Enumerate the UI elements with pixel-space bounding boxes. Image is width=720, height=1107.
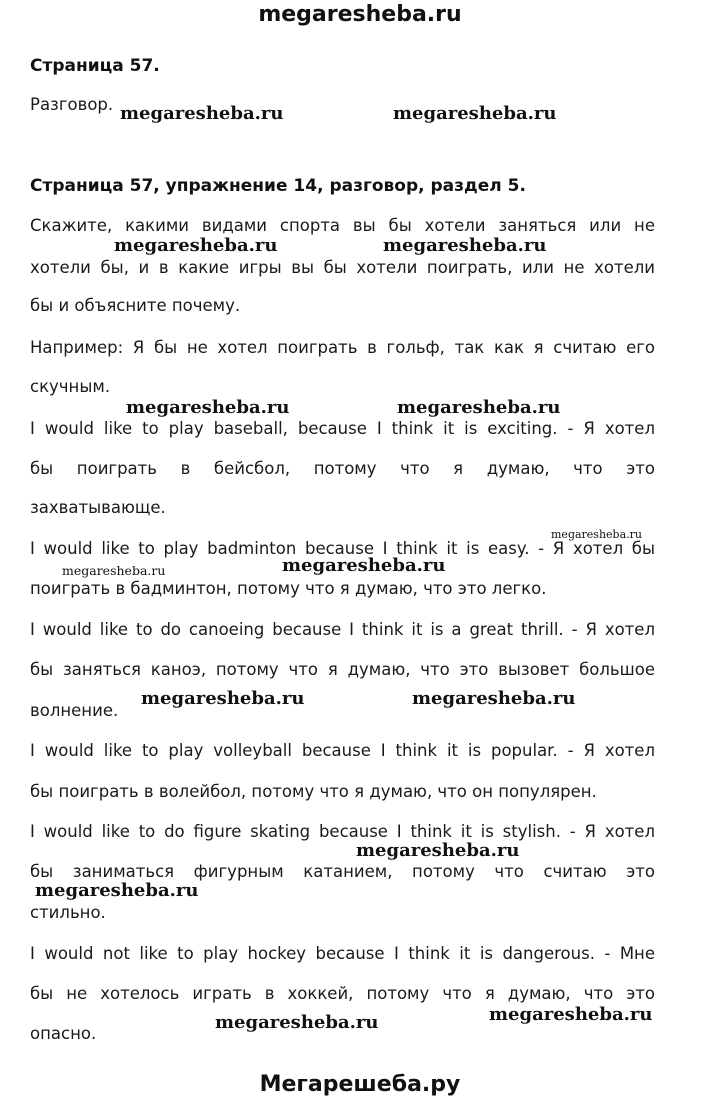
task-line-1: Скажите, какими видами спорта вы бы хотели заняться или не [30, 216, 655, 235]
watermark: megaresheba.ru [215, 1012, 379, 1033]
answer-2-line-1: I would like to play badminton because I think it is easy. - Я хотел бы [30, 539, 655, 558]
watermark: megaresheba.ru [114, 235, 278, 256]
site-footer: Мегарешеба.ру [259, 1072, 461, 1097]
task-line-3: бы и объясните почему. [30, 296, 241, 315]
watermark-small: megaresheba.ru [551, 528, 642, 541]
page-title: Страница 57. [30, 56, 160, 76]
answer-1-line-3: захватывающе. [30, 498, 166, 517]
answer-5-line-1: I would like to do figure skating because I think it is stylish. - Я хотел [30, 822, 655, 841]
watermark-small: megaresheba.ru [62, 563, 166, 578]
task-line-2: хотели бы, и в какие игры вы бы хотели поиграть, или не хотели [30, 258, 655, 277]
watermark: megaresheba.ru [412, 688, 576, 709]
answer-3-line-1: I would like to do canoeing because I think it is a great thrill. - Я хотел [30, 620, 655, 639]
watermark: megaresheba.ru [383, 235, 547, 256]
answer-5-line-2: бы заниматься фигурным катанием, потому что считаю это [30, 862, 655, 881]
watermark: megaresheba.ru [393, 103, 557, 124]
answer-6-line-1: I would not like to play hockey because I think it is dangerous. - Мне [30, 944, 655, 963]
watermark: megaresheba.ru [141, 688, 305, 709]
exercise-heading: Страница 57, упражнение 14, разговор, раздел 5. [30, 176, 526, 196]
example-line-1: Например: Я бы не хотел поиграть в гольф, так как я считаю его [30, 338, 655, 357]
answer-3-line-3: волнение. [30, 701, 119, 720]
answer-5-line-3: стильно. [30, 903, 106, 922]
watermark: megaresheba.ru [356, 840, 520, 861]
answer-1-line-1: I would like to play baseball, because I think it is exciting. - Я хотел [30, 419, 655, 438]
answer-3-line-2: бы заняться каноэ, потому что я думаю, что это вызовет большое [30, 660, 655, 679]
section-label: Разговор. [30, 95, 114, 114]
watermark: megaresheba.ru [397, 397, 561, 418]
watermark: megaresheba.ru [126, 397, 290, 418]
example-line-2: скучным. [30, 377, 111, 396]
watermark: megaresheba.ru [282, 555, 446, 576]
watermark: megaresheba.ru [120, 103, 284, 124]
watermark: megaresheba.ru [489, 1004, 653, 1025]
answer-2-line-2: поиграть в бадминтон, потому что я думаю, что это легко. [30, 579, 547, 598]
watermark: megaresheba.ru [35, 880, 199, 901]
answer-6-line-2: бы не хотелось играть в хоккей, потому что я думаю, что это [30, 984, 655, 1003]
answer-4-line-1: I would like to play volleyball because I think it is popular. - Я хотел [30, 741, 655, 760]
answer-4-line-2: бы поиграть в волейбол, потому что я думаю, что он популярен. [30, 782, 597, 801]
answer-1-line-2: бы поиграть в бейсбол, потому что я думаю, что это [30, 459, 655, 478]
answer-6-line-3: опасно. [30, 1024, 97, 1043]
site-header: megaresheba.ru [258, 2, 462, 27]
